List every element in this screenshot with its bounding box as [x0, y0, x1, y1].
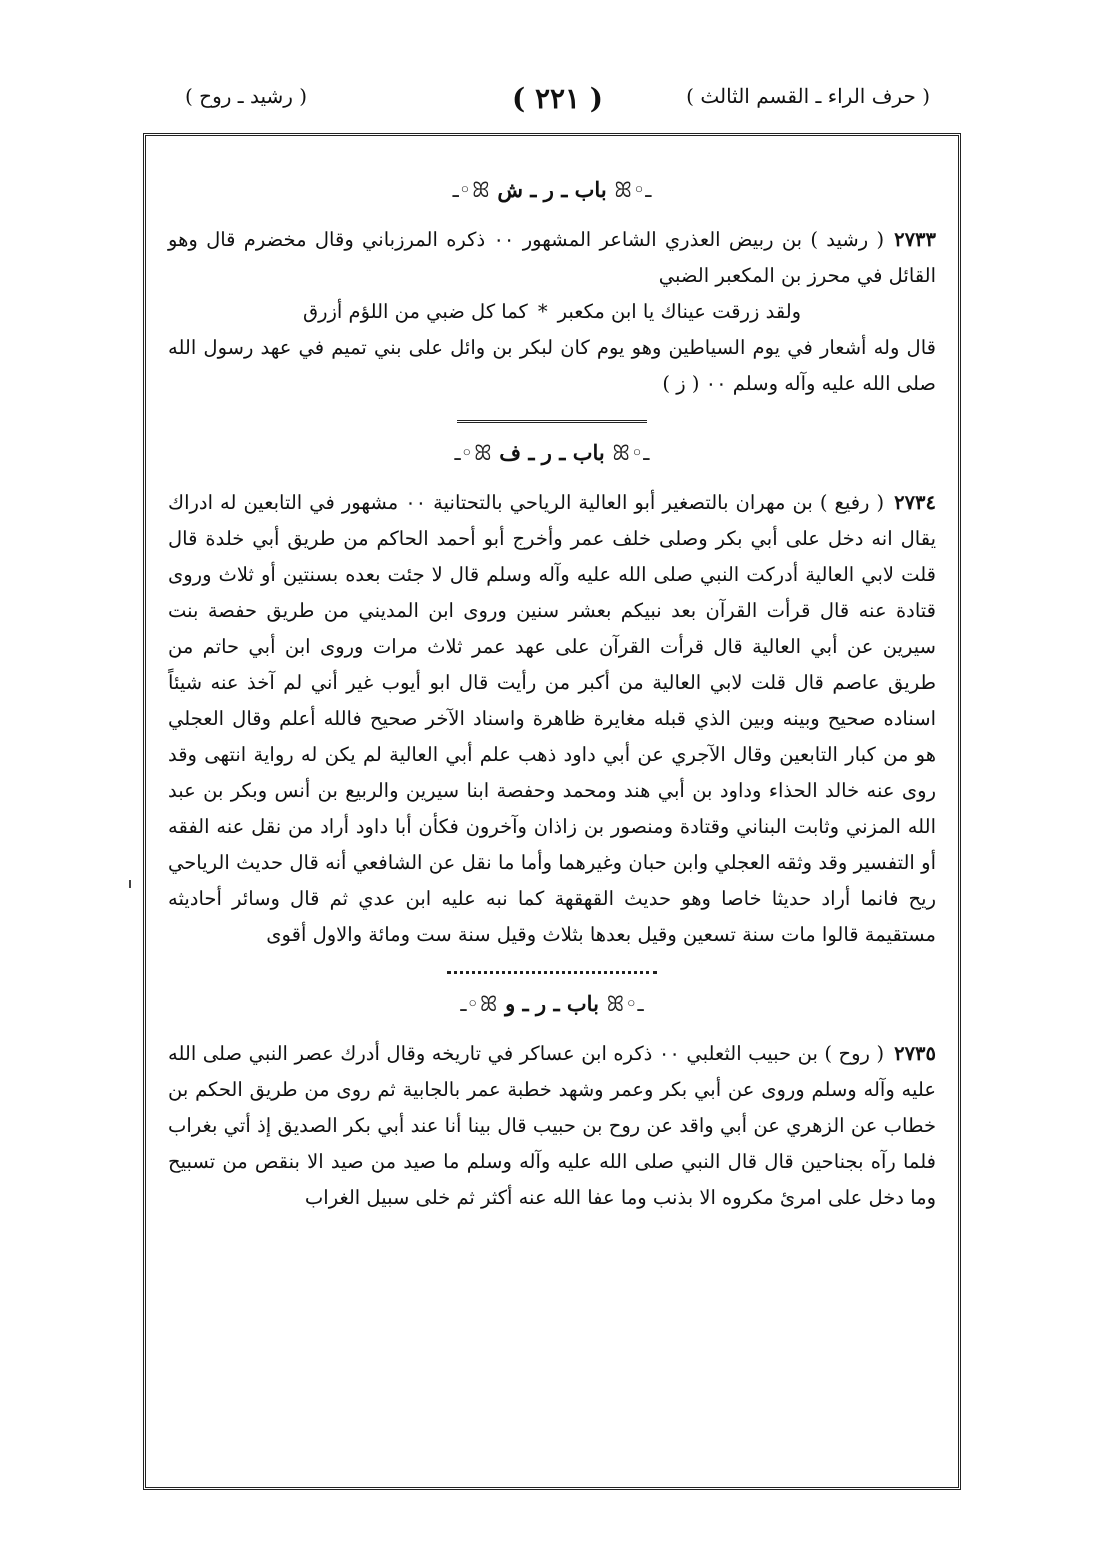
section-divider	[457, 420, 647, 423]
page-body	[146, 136, 958, 1487]
verse	[168, 294, 936, 330]
entry-2735	[168, 1036, 936, 1216]
section-heading-text: باب ـ ر ـ و	[505, 991, 599, 1016]
section-heading-raw	[168, 986, 936, 1022]
ornament-right: ꕤ◦ـ	[460, 992, 506, 1016]
section-heading-rash	[168, 172, 936, 208]
section-divider	[447, 971, 657, 974]
verse-first-hemistich: ولقد زرقت عيناك يا ابن مكعبر	[557, 300, 802, 323]
page-frame	[143, 133, 961, 1490]
verse-second-hemistich: كما كل ضبي من اللؤم أزرق	[302, 300, 528, 323]
section-heading-text: باب ـ ر ـ ف	[499, 440, 605, 465]
ornament-right: ꕤ◦ـ	[454, 441, 500, 465]
entry-number: ٢٧٣٤	[894, 491, 936, 514]
entry-2734	[168, 485, 936, 953]
entry-text: ( رفيع ) بن مهران بالتصغير أبو العالية الرياحي بالتحتانية ٠٠ مشهور في التابعين له ادراك يقال انه دخل على أبي بكر وصلى خلف عمر وأخرج أبو أحمد الحاكم من طريق أبي خلدة قال قلت لابي العالية أدركت النبي صلى الله عليه وآله وسلم قال لا جئت بعده بسنتين أو ثلاث وروى قتادة عنه قال قرأت القرآن بعد نبيكم بعشر سنين وروى ابن المديني من طريق حفصة بنت سيرين عن أبي العالية قال قرأت القرآن على عهد عمر ثلاث مرات وروى ابن أبي حاتم من طريق عاصم قال قلت لابي العالية من أكبر من رأيت قال ابو أيوب غير أني لم آخذ عنه شيئاً اسناده صحيح وبينه وبين الذي قبله مغايرة ظاهرة واسناد الآخر صحيح فالله أعلم وقال العجلي هو من كبار التابعين وقال الآجري عن أبي داود ذهب علم أبي العالية لم يكن له رواية انتهى وقد روى عنه خالد الحذاء وداود بن أبي هند ومحمد وحفصة ابنا سيرين والربيع بن أنس وبكر بن عبد الله المزني وثابت البناني وقتادة ومنصور بن زاذان وآخرون فكأن أبا داود أراد من نقل عنه الفقه أو التفسير وقد وثقه العجلي وابن حبان وغيرهما وأما ما نقل عن الشافعي أنه قال حديث الرياحي ريح فانما أراد حديثا خاصا وهو حديث القهقهة كما نبه عليه ابن عدي ثم قال وسائر أحاديثه مستقيمة قالوا مات سنة تسعين وقيل بعدها بثلاث وقيل سنة ست ومائة والاول أقوى	[168, 491, 936, 946]
entry-paragraph	[168, 1036, 936, 1216]
ornament-left: ـ◦ꕤ	[606, 178, 652, 202]
section-heading-text: باب ـ ر ـ ش	[497, 177, 607, 202]
entry-paragraph	[168, 485, 936, 953]
page-number: ( ٢٢١ )	[511, 82, 604, 115]
entry-continuation: قال وله أشعار في يوم السياطين وهو يوم كان لبكر بن وائل على بني تميم في عهد رسول الله صلى الله عليه وآله وسلم ٠٠ ( ز )	[168, 336, 936, 395]
verse-separator: *	[537, 300, 548, 323]
running-head	[185, 82, 930, 122]
ornament-left: ـ◦ꕤ	[598, 992, 644, 1016]
running-head-entries: ( رشيد ـ روح )	[185, 84, 308, 108]
running-head-section: ( حرف الراء ـ القسم الثالث )	[686, 84, 930, 108]
entry-2733	[168, 222, 936, 402]
ornament-left: ـ◦ꕤ	[604, 441, 650, 465]
entry-paragraph	[168, 222, 936, 294]
entry-number: ٢٧٣٥	[894, 1042, 937, 1065]
entry-text: ( روح ) بن حبيب الثعلبي ٠٠ ذكره ابن عساكر في تاريخه وقال أدرك عصر النبي صلى الله عليه وآله وسلم وروى عن أبي بكر وعمر وشهد خطبة عمر بالجابية ثم روى من طريق الحكم بن خطاب عن الزهري عن أبي واقد عن روح بن حبيب قال بينا أنا عند أبي بكر الصديق إذ أتي بغراب فلما رآه بجناحين قال قال النبي صلى الله عليه وآله وسلم ما صيد من صيد الا بنقص من تسبيح وما دخل على امرئ مكروه الا بذنب وما عفا الله عنه أكثر ثم خلى سبيل الغراب	[168, 1042, 936, 1209]
section-heading-raf	[168, 435, 936, 471]
entry-text: ( رشيد ) بن ربيض العذري الشاعر المشهور ٠٠ ذكره المرزباني وقال مخضرم قال وهو القائل في محرز بن المكعبر الضبي	[168, 228, 936, 287]
ornament-right: ꕤ◦ـ	[452, 178, 498, 202]
entry-number: ٢٧٣٣	[894, 228, 936, 251]
margin-mark	[129, 880, 131, 888]
